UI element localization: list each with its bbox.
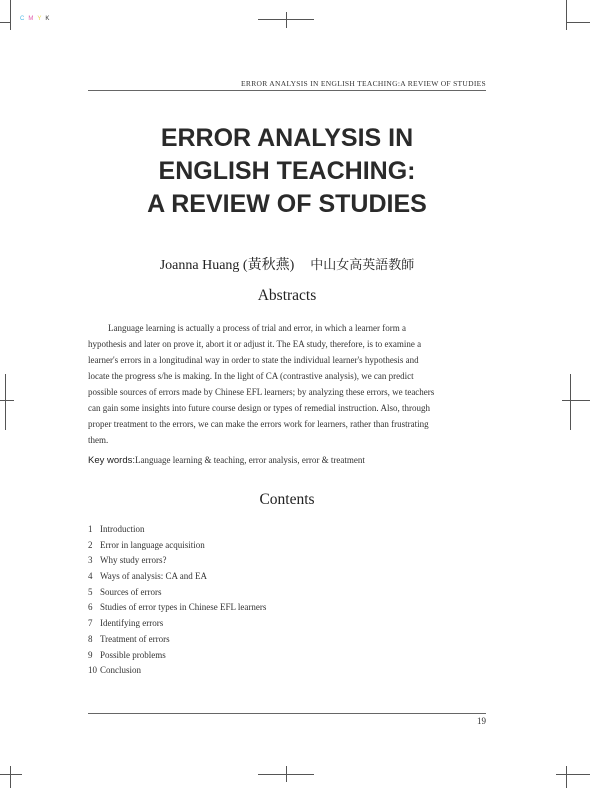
toc-label: Why study errors? (100, 555, 167, 566)
toc-item (88, 634, 388, 650)
contents-heading: Contents (259, 491, 315, 508)
abstract-line: learner's errors in a longitudinal way in order to state the individual learner's hypothesis and (88, 355, 419, 365)
toc-number: 9 (88, 649, 93, 660)
crop-mark (556, 774, 590, 775)
crop-mark (10, 0, 11, 30)
abstract-line: Language learning is actually a process of trial and error, in which a learner form a (108, 323, 407, 333)
toc-number: 1 (88, 524, 93, 534)
abstract-line: can gain some insights into future course design or types of remedial instruction. Also, through (88, 403, 430, 413)
color-registration-strip (20, 16, 53, 22)
abstract-line: locate the progress s/he is making. In the light of CA (contrastive analysis), we can predict (88, 371, 414, 381)
toc-label: Studies of error types in Chinese EFL learners (100, 602, 267, 613)
abstract-line: possible sources of errors made by Chinese EFL learners; by analyzing these errors, we teachers (88, 387, 435, 397)
crop-mark (570, 374, 571, 430)
crop-mark (562, 400, 590, 401)
crop-mark (0, 22, 10, 23)
header-rule (88, 90, 486, 91)
toc-label: Conclusion (100, 665, 142, 676)
toc-item (88, 571, 388, 587)
running-head: ERROR ANALYSIS IN ENGLISH TEACHING:A REVIEW OF STUDIES (241, 79, 486, 88)
author-affiliation: 中山女高英語教師 (310, 258, 415, 273)
toc-item (88, 587, 388, 603)
crop-mark (10, 766, 11, 788)
toc-item (88, 650, 388, 666)
author-line (88, 254, 486, 274)
toc-label: Treatment of errors (100, 633, 170, 644)
crop-mark (286, 12, 287, 28)
keywords (88, 455, 486, 466)
toc-number: 3 (88, 555, 93, 566)
toc-number: 6 (88, 602, 93, 613)
author-name: Joanna Huang (黃秋燕) (159, 258, 295, 273)
toc-number: 8 (88, 633, 93, 644)
page-title (88, 122, 486, 221)
registration-letter: K (45, 16, 54, 22)
keywords-label: Key words: (88, 455, 135, 466)
crop-mark (286, 766, 287, 782)
toc-number: 7 (88, 618, 93, 629)
toc-item (88, 665, 388, 681)
toc-number: 4 (88, 571, 93, 582)
keywords-text: Language learning & teaching, error analysis, error & treatment (135, 455, 365, 465)
table-of-contents (88, 524, 388, 681)
title-line: ENGLISH TEACHING: (158, 157, 416, 185)
toc-label: Possible problems (100, 649, 166, 660)
toc-label: Error in language acquisition (100, 539, 205, 550)
toc-item (88, 540, 388, 556)
title-line: A REVIEW OF STUDIES (147, 190, 427, 218)
registration-letter: M (28, 16, 38, 22)
crop-mark (0, 774, 22, 775)
abstract-heading: Abstracts (257, 287, 317, 304)
crop-mark (0, 400, 14, 401)
registration-letter: C (20, 16, 29, 22)
abstract-body (88, 320, 486, 448)
toc-label: Ways of analysis: CA and EA (100, 571, 208, 582)
toc-item (88, 602, 388, 618)
crop-mark (566, 0, 567, 30)
registration-letter: Y (37, 16, 46, 22)
crop-mark (5, 374, 6, 430)
toc-item (88, 524, 388, 540)
abstract-line: hypothesis and later on prove it, abort it or adjust it. The EA study, therefore, is to examine a (88, 339, 422, 349)
abstract-line: proper treatment to the errors, we can make the errors work for learners, rather than frustrating (88, 419, 429, 429)
title-line: ERROR ANALYSIS IN (160, 124, 414, 152)
crop-mark (566, 22, 590, 23)
toc-label: Introduction (100, 524, 145, 534)
toc-number: 5 (88, 586, 93, 597)
toc-number: 10 (88, 665, 97, 676)
toc-number: 2 (88, 539, 93, 550)
toc-label: Sources of errors (100, 586, 162, 597)
page-number: 19 (477, 716, 486, 726)
abstract-line: them. (88, 435, 109, 445)
footer-rule (88, 713, 486, 714)
toc-item (88, 555, 388, 571)
toc-item (88, 618, 388, 634)
toc-label: Identifying errors (100, 618, 164, 629)
crop-mark (566, 766, 567, 788)
